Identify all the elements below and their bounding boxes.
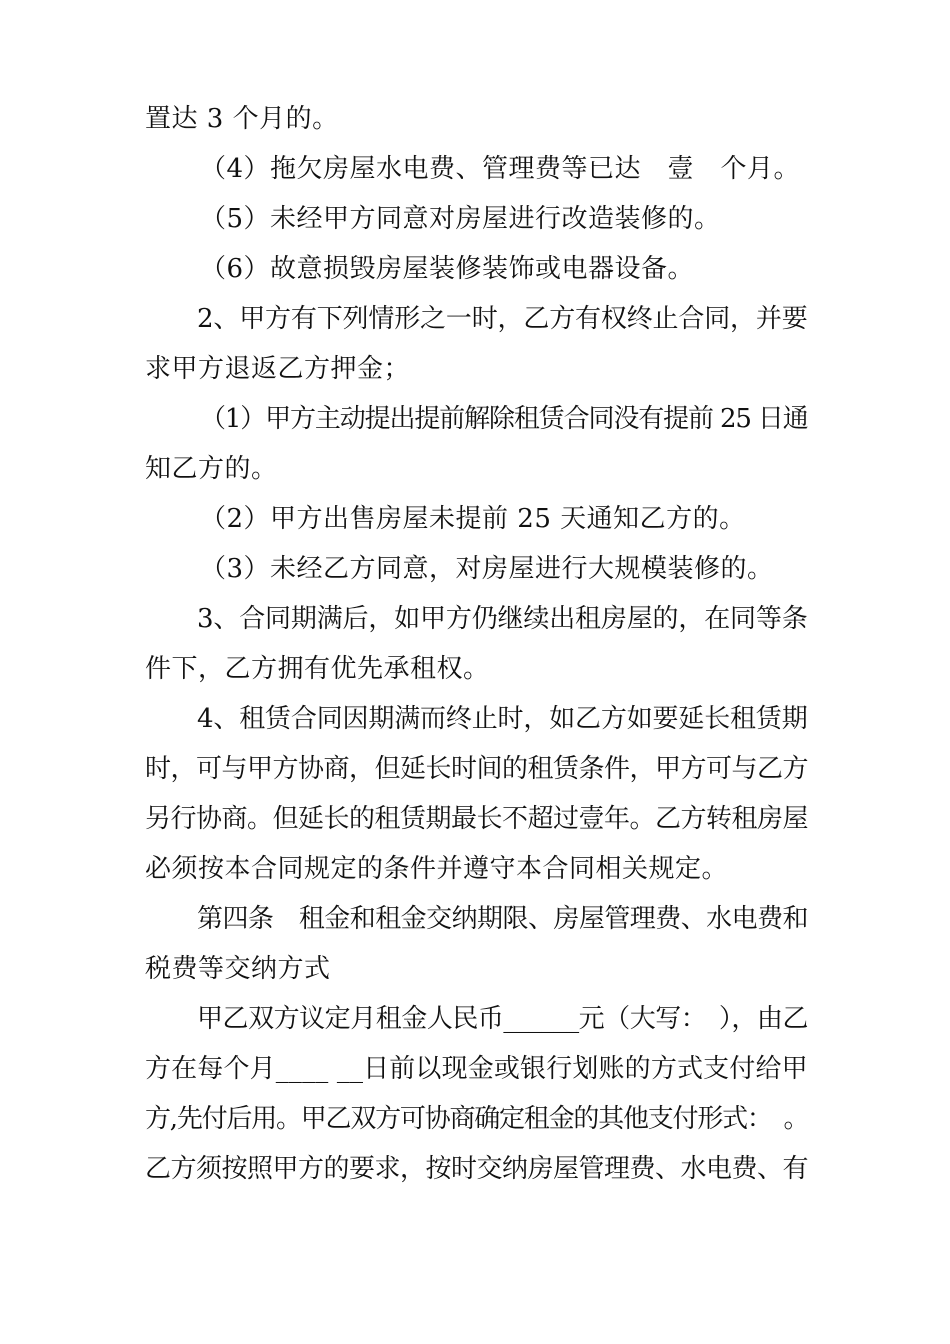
text-line: 甲乙双方议定月租金人民币______元（大写： ），由乙 bbox=[197, 1004, 809, 1034]
text-line: （1）甲方主动提出提前解除租赁合同没有提前 25 日通 bbox=[200, 404, 808, 434]
text-line: （6）故意损毁房屋装修装饰或电器设备。 bbox=[200, 254, 695, 284]
text-line: 必须按本合同规定的条件并遵守本合同相关规定。 bbox=[145, 854, 729, 884]
text-line: 时，可与甲方协商，但延长时间的租赁条件，甲方可与乙方 bbox=[145, 754, 809, 784]
text-line: 件下，乙方拥有优先承租权。 bbox=[145, 654, 490, 684]
text-line: 方,先付后用。甲乙双方可协商确定租金的其他支付形式： 。 bbox=[145, 1104, 809, 1134]
text-line: 税费等交纳方式 bbox=[145, 954, 331, 984]
text-line: 求甲方退返乙方押金； bbox=[145, 354, 411, 384]
text-line: （4）拖欠房屋水电费、管理费等已达 壹 个月。 bbox=[200, 154, 801, 184]
text-line: 2、甲方有下列情形之一时，乙方有权终止合同，并要 bbox=[197, 304, 808, 334]
text-line: 置达 3 个月的。 bbox=[145, 104, 339, 134]
text-line: 乙方须按照甲方的要求，按时交纳房屋管理费、水电费、有 bbox=[145, 1154, 809, 1184]
text-line: 方在每个月____ __日前以现金或银行划账的方式支付给甲 bbox=[145, 1054, 808, 1084]
text-line: 另行协商。但延长的租赁期最长不超过壹年。乙方转租房屋 bbox=[145, 804, 809, 834]
text-line: 4、租赁合同因期满而终止时，如乙方如要延长租赁期 bbox=[197, 704, 808, 734]
text-line: （3）未经乙方同意，对房屋进行大规模装修的。 bbox=[200, 554, 774, 584]
text-line: 第四条 租金和租金交纳期限、房屋管理费、水电费和 bbox=[197, 904, 809, 934]
text-line: 3、合同期满后，如甲方仍继续出租房屋的，在同等条 bbox=[197, 604, 808, 634]
text-line: （2）甲方出售房屋未提前 25 天通知乙方的。 bbox=[200, 504, 746, 534]
text-line: 知乙方的。 bbox=[145, 454, 278, 484]
text-line: （5）未经甲方同意对房屋进行改造装修的。 bbox=[200, 204, 721, 234]
